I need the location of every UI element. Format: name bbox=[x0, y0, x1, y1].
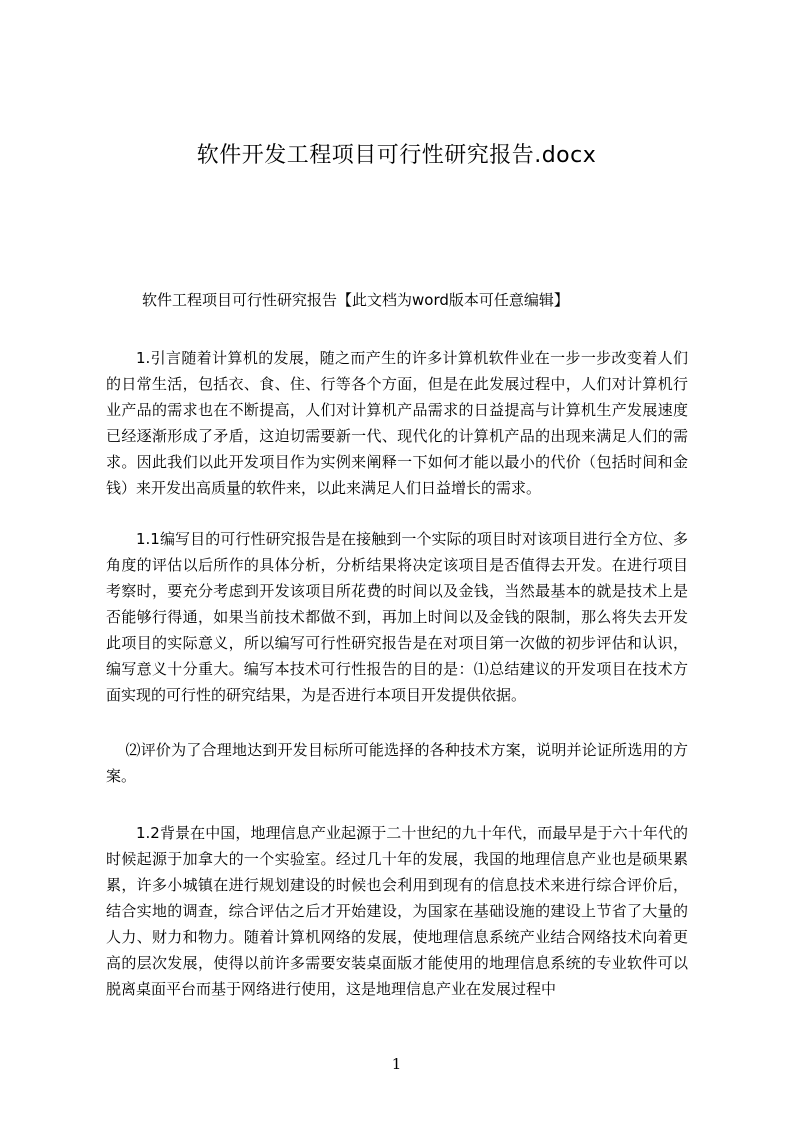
paragraph-purpose: 1.1编写目的可行性研究报告是在接触到一个实际的项目时对该项目进行全方位、多角度的评估以后所作的具体分析，分析结果将决定该项目是否值得去开发。在进行项目考察时，要充分考虑到开发该项目所花费的时间以及金钱，当然最基本的就是技术上是否能够行得通，如果当前技术都做不到，再加上时间以及金钱的限制，那么将失去开发此项目的实际意义，所以编写可行性研究报告是在对项目第一次做的初步评估和认识，编写意义十分重大。编写本技术可行性报告的目的是：⑴总结建议的开发项目在技术方面实现的可行性的研究结果，为是否进行本项目开发提供依据。 bbox=[106, 530, 688, 704]
page-number: 1 bbox=[391, 1055, 402, 1073]
paragraph-evaluation: ⑵评价为了合理地达到开发目标所可能选择的各种技术方案，说明并论证所选用的方案。 bbox=[106, 741, 688, 785]
paragraph-introduction: 1.引言随着计算机的发展，随之而产生的许多计算机软件业在一步一步改变着人们的日常生活，包括衣、食、住、行等各个方面，但是在此发展过程中，人们对计算机行业产品的需求也在不断提高，人们对计算机产品需求的日益提高与计算机生产发展速度已经逐渐形成了矛盾，这迫切需要新一代、现代化的计算机产品的出现来满足人们的需求。因此我们以此开发项目作为实例来阐释一下如何才能以最小的代价（包括时间和金钱）来开发出高质量的软件来，以此来满足人们日益增长的需求。 bbox=[106, 349, 688, 497]
paragraph-background: 1.2背景在中国，地理信息产业起源于二十世纪的九十年代，而最早是于六十年代的时候起源于加拿大的一个实验室。经过几十年的发展，我国的地理信息产业也是硕果累累，许多小城镇在进行规划建设的时候也会利用到现有的信息技术来进行综合评价后，结合实地的调查，综合评估之后才开始建设，为国家在基础设施的建设上节省了大量的人力、财力和物力。随着计算机网络的发展，使地理信息系统产业结合网络技术向着更高的层次发展，使得以前许多需要安装桌面版才能使用的地理信息系统的专业软件可以脱离桌面平台而基于网络进行使用，这是地理信息产业在发展过程中 bbox=[106, 824, 688, 998]
document-title: 软件开发工程项目可行性研究报告.docx bbox=[196, 143, 597, 168]
document-subtitle: 软件工程项目可行性研究报告【此文档为word版本可任意编辑】 bbox=[142, 291, 569, 309]
